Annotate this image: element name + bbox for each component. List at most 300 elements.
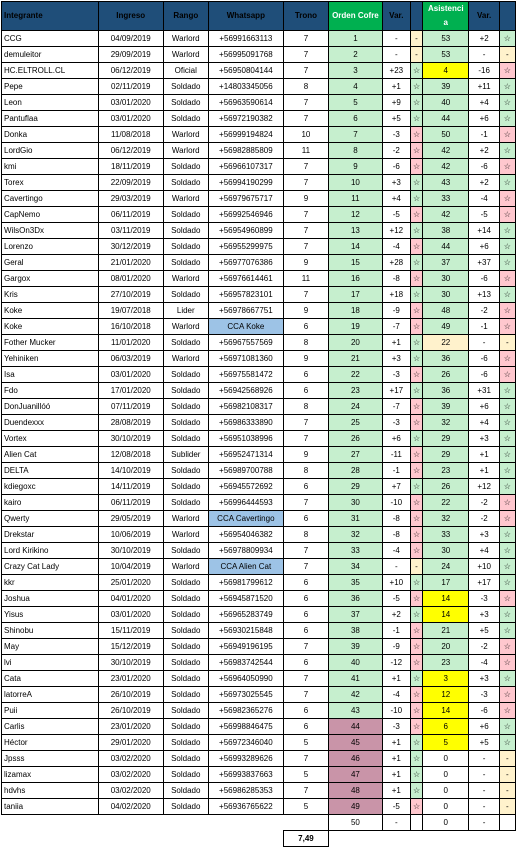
rank: Soldado <box>163 671 208 687</box>
member-name: hdvhs <box>2 783 99 799</box>
chest-order: 13 <box>329 223 383 239</box>
rank: Soldado <box>163 591 208 607</box>
order-variation-icon: ☆ <box>410 383 422 399</box>
attendance-variation: -5 <box>469 207 499 223</box>
chest-order: 21 <box>329 351 383 367</box>
whatsapp-number: +56949196195 <box>209 639 284 655</box>
chest-order: 32 <box>329 527 383 543</box>
chest-order: 3 <box>329 63 383 79</box>
table-row <box>2 655 516 671</box>
order-variation: -4 <box>382 543 410 559</box>
attendance-variation-icon: ☆ <box>499 271 515 287</box>
table-row <box>2 735 516 751</box>
attendance-variation: -6 <box>469 351 499 367</box>
rank: Soldado <box>163 287 208 303</box>
member-name: Vortex <box>2 431 99 447</box>
join-date: 29/01/2020 <box>98 735 163 751</box>
attendance-variation-icon: ☆ <box>499 367 515 383</box>
order-variation-icon: ☆ <box>410 127 422 143</box>
chest-order: 49 <box>329 799 383 815</box>
table-row <box>2 751 516 767</box>
throne-level: 5 <box>283 735 328 751</box>
rank: Soldado <box>163 639 208 655</box>
order-variation-icon: ☆ <box>410 591 422 607</box>
rank: Soldado <box>163 111 208 127</box>
order-variation: -10 <box>382 495 410 511</box>
table-row <box>2 671 516 687</box>
attendance-variation: -2 <box>469 639 499 655</box>
attendance-variation-icon: ☆ <box>499 655 515 671</box>
table-row <box>2 47 516 63</box>
table-row <box>2 639 516 655</box>
member-name: latorreA <box>2 687 99 703</box>
throne-level: 6 <box>283 367 328 383</box>
table-row <box>2 111 516 127</box>
attendance: 24 <box>423 559 469 575</box>
rank: Warlord <box>163 559 208 575</box>
order-variation: -2 <box>382 143 410 159</box>
table-row <box>2 479 516 495</box>
rank: Soldado <box>163 799 208 815</box>
order-variation: +4 <box>382 191 410 207</box>
attendance: 48 <box>423 303 469 319</box>
rank: Warlord <box>163 527 208 543</box>
rank: Oficial <box>163 63 208 79</box>
join-date: 04/02/2020 <box>98 799 163 815</box>
chest-order: 31 <box>329 511 383 527</box>
throne-level: 6 <box>283 511 328 527</box>
throne-level: 9 <box>283 351 328 367</box>
attendance-variation: +2 <box>469 143 499 159</box>
join-date: 18/11/2019 <box>98 159 163 175</box>
table-row <box>2 127 516 143</box>
chest-order: 9 <box>329 159 383 175</box>
chest-order: 12 <box>329 207 383 223</box>
rank: Soldado <box>163 495 208 511</box>
order-variation-icon: ☆ <box>410 399 422 415</box>
attendance-variation: +4 <box>469 543 499 559</box>
col-asistencia: Asistenci a <box>423 2 469 31</box>
attendance: 3 <box>423 671 469 687</box>
whatsapp-number: +56945871520 <box>209 591 284 607</box>
attendance-variation-icon: ☆ <box>499 127 515 143</box>
throne-level: 11 <box>283 143 328 159</box>
chest-order: 5 <box>329 95 383 111</box>
join-date: 03/11/2019 <box>98 223 163 239</box>
attendance: 42 <box>423 207 469 223</box>
throne-level: 11 <box>283 271 328 287</box>
attendance-variation-icon: ☆ <box>499 575 515 591</box>
throne-level: 7 <box>283 431 328 447</box>
chest-order: 27 <box>329 447 383 463</box>
table-body <box>2 31 516 815</box>
attendance-variation-icon: ☆ <box>499 719 515 735</box>
order-variation-icon: ☆ <box>410 527 422 543</box>
rank: Soldado <box>163 655 208 671</box>
whatsapp-number: +56993837663 <box>209 767 284 783</box>
member-name: taniia <box>2 799 99 815</box>
chest-order: 35 <box>329 575 383 591</box>
table-row <box>2 223 516 239</box>
join-date: 03/02/2020 <box>98 767 163 783</box>
order-variation: -3 <box>382 719 410 735</box>
chest-order: 8 <box>329 143 383 159</box>
col-var2-arrow <box>499 2 515 31</box>
whatsapp-number: +56995091768 <box>209 47 284 63</box>
rank: Warlord <box>163 271 208 287</box>
throne-level: 8 <box>283 527 328 543</box>
whatsapp-number: +56954960899 <box>209 223 284 239</box>
attendance: 0 <box>423 783 469 799</box>
chest-order: 4 <box>329 79 383 95</box>
attendance-variation-icon: ☆ <box>499 543 515 559</box>
whatsapp-number: +56989700788 <box>209 463 284 479</box>
attendance: 38 <box>423 223 469 239</box>
order-variation: +28 <box>382 255 410 271</box>
attendance-variation-icon: ☆ <box>499 671 515 687</box>
order-variation: -3 <box>382 415 410 431</box>
order-variation: +6 <box>382 431 410 447</box>
table-row <box>2 719 516 735</box>
join-date: 30/10/2019 <box>98 431 163 447</box>
whatsapp-number: +56952471314 <box>209 447 284 463</box>
attendance-variation: - <box>469 767 499 783</box>
order-variation-icon: ☆ <box>410 575 422 591</box>
attendance: 0 <box>423 751 469 767</box>
member-name: lvi <box>2 655 99 671</box>
attendance-variation-icon: ☆ <box>499 63 515 79</box>
attendance: 36 <box>423 383 469 399</box>
order-variation: +17 <box>382 383 410 399</box>
chest-order: 18 <box>329 303 383 319</box>
order-variation: -7 <box>382 319 410 335</box>
whatsapp-number: +56978809934 <box>209 543 284 559</box>
chest-order: 45 <box>329 735 383 751</box>
table-row <box>2 431 516 447</box>
chest-order: 1 <box>329 31 383 47</box>
order-variation: -7 <box>382 399 410 415</box>
chest-order: 26 <box>329 431 383 447</box>
chest-order: 41 <box>329 671 383 687</box>
attendance-variation-icon: ☆ <box>499 703 515 719</box>
attendance-variation-icon: ☆ <box>499 239 515 255</box>
member-name: Fother Mucker <box>2 335 99 351</box>
rank: Soldado <box>163 719 208 735</box>
attendance-variation: +6 <box>469 239 499 255</box>
header-row <box>2 2 516 31</box>
order-variation-icon: ☆ <box>410 287 422 303</box>
order-variation: +12 <box>382 223 410 239</box>
throne-level: 6 <box>283 479 328 495</box>
order-variation-icon: - <box>410 47 422 63</box>
order-variation: +1 <box>382 335 410 351</box>
attendance-variation-icon: ☆ <box>499 319 515 335</box>
order-variation: +3 <box>382 175 410 191</box>
throne-level: 7 <box>283 95 328 111</box>
attendance-variation: +4 <box>469 95 499 111</box>
attendance-variation: +6 <box>469 399 499 415</box>
throne-level: 7 <box>283 47 328 63</box>
member-name: Shinobu <box>2 623 99 639</box>
order-variation-icon: ☆ <box>410 367 422 383</box>
whatsapp-number: +56986285353 <box>209 783 284 799</box>
order-variation-icon: ☆ <box>410 175 422 191</box>
order-variation: -3 <box>382 127 410 143</box>
table-row <box>2 783 516 799</box>
whatsapp-number: +56965283749 <box>209 607 284 623</box>
member-name: Torex <box>2 175 99 191</box>
order-variation-icon: ☆ <box>410 799 422 815</box>
attendance: 21 <box>423 623 469 639</box>
order-variation: +5 <box>382 111 410 127</box>
member-name: DELTA <box>2 463 99 479</box>
member-name: LordGio <box>2 143 99 159</box>
chest-order: 43 <box>329 703 383 719</box>
member-name: Geral <box>2 255 99 271</box>
chest-order: 25 <box>329 415 383 431</box>
attendance: 30 <box>423 287 469 303</box>
order-variation-icon: ☆ <box>410 415 422 431</box>
order-variation: -3 <box>382 367 410 383</box>
attendance: 26 <box>423 367 469 383</box>
attendance: 4 <box>423 63 469 79</box>
attendance-variation-icon: ☆ <box>499 175 515 191</box>
throne-level: 7 <box>283 111 328 127</box>
attendance-variation: +5 <box>469 623 499 639</box>
attendance: 29 <box>423 447 469 463</box>
footer-row <box>2 815 516 831</box>
attendance-variation: -4 <box>469 191 499 207</box>
member-name: Qwerty <box>2 511 99 527</box>
order-variation: -1 <box>382 623 410 639</box>
order-variation: -8 <box>382 527 410 543</box>
chest-order: 15 <box>329 255 383 271</box>
order-variation: -6 <box>382 159 410 175</box>
rank: Soldado <box>163 431 208 447</box>
asist-extra: 0 <box>423 815 469 831</box>
attendance-variation-icon: - <box>499 783 515 799</box>
join-date: 27/10/2019 <box>98 287 163 303</box>
whatsapp-number: +56936765622 <box>209 799 284 815</box>
order-variation-icon: ☆ <box>410 239 422 255</box>
join-date: 23/01/2020 <box>98 671 163 687</box>
attendance-variation: -6 <box>469 703 499 719</box>
whatsapp-number: +56978667751 <box>209 303 284 319</box>
order-variation-icon: ☆ <box>410 159 422 175</box>
join-date: 04/01/2020 <box>98 591 163 607</box>
whatsapp-number: +56993289626 <box>209 751 284 767</box>
throne-level: 7 <box>283 495 328 511</box>
join-date: 30/12/2019 <box>98 239 163 255</box>
throne-level: 10 <box>283 127 328 143</box>
table-row <box>2 399 516 415</box>
rank: Warlord <box>163 319 208 335</box>
chest-order: 37 <box>329 607 383 623</box>
throne-level: 8 <box>283 335 328 351</box>
join-date: 14/11/2019 <box>98 479 163 495</box>
throne-level: 6 <box>283 719 328 735</box>
attendance-variation-icon: ☆ <box>499 415 515 431</box>
whatsapp-number: +14803345056 <box>209 79 284 95</box>
attendance-variation-icon: ☆ <box>499 431 515 447</box>
order-variation-icon: ☆ <box>410 95 422 111</box>
order-variation-icon: - <box>410 559 422 575</box>
attendance: 53 <box>423 47 469 63</box>
join-date: 21/01/2020 <box>98 255 163 271</box>
whatsapp-number: +56976614461 <box>209 271 284 287</box>
attendance: 32 <box>423 415 469 431</box>
attendance: 14 <box>423 591 469 607</box>
attendance: 14 <box>423 703 469 719</box>
attendance-variation: +17 <box>469 575 499 591</box>
member-name: Gargox <box>2 271 99 287</box>
orden-extra: 50 <box>329 815 383 831</box>
chest-order: 40 <box>329 655 383 671</box>
whatsapp-number: +56992546946 <box>209 207 284 223</box>
chest-order: 11 <box>329 191 383 207</box>
attendance: 39 <box>423 399 469 415</box>
attendance-variation-icon: ☆ <box>499 287 515 303</box>
attendance-variation-icon: ☆ <box>499 207 515 223</box>
whatsapp-number: +56981799612 <box>209 575 284 591</box>
whatsapp-number: +56951038996 <box>209 431 284 447</box>
col-integrante: Integrante <box>2 2 99 31</box>
attendance-variation: +31 <box>469 383 499 399</box>
rank: Soldado <box>163 463 208 479</box>
attendance-variation: +3 <box>469 607 499 623</box>
order-variation: -4 <box>382 687 410 703</box>
member-name: Donka <box>2 127 99 143</box>
order-variation-icon: ☆ <box>410 479 422 495</box>
table-row <box>2 575 516 591</box>
table-row <box>2 463 516 479</box>
rank: Soldado <box>163 383 208 399</box>
attendance: 30 <box>423 271 469 287</box>
throne-level: 8 <box>283 463 328 479</box>
table-row <box>2 623 516 639</box>
attendance-variation-icon: ☆ <box>499 159 515 175</box>
member-name: Leon <box>2 95 99 111</box>
order-variation-icon: ☆ <box>410 79 422 95</box>
attendance-variation: +12 <box>469 479 499 495</box>
var1-extra: - <box>382 815 410 831</box>
order-variation: +23 <box>382 63 410 79</box>
throne-level: 7 <box>283 671 328 687</box>
member-name: Yehiniken <box>2 351 99 367</box>
order-variation: -9 <box>382 303 410 319</box>
join-date: 10/06/2019 <box>98 527 163 543</box>
throne-level: 7 <box>283 239 328 255</box>
chest-order: 34 <box>329 559 383 575</box>
attendance-variation: +13 <box>469 287 499 303</box>
table-row <box>2 607 516 623</box>
order-variation-icon: ☆ <box>410 463 422 479</box>
table-row <box>2 271 516 287</box>
order-variation-icon: ☆ <box>410 543 422 559</box>
attendance-variation: +37 <box>469 255 499 271</box>
order-variation: +1 <box>382 735 410 751</box>
rank: Soldado <box>163 687 208 703</box>
whatsapp-number: +56999194824 <box>209 127 284 143</box>
order-variation: -9 <box>382 639 410 655</box>
attendance-variation-icon: ☆ <box>499 735 515 751</box>
attendance-variation-icon: ☆ <box>499 79 515 95</box>
whatsapp-number: +56973025545 <box>209 687 284 703</box>
attendance-variation-icon: ☆ <box>499 351 515 367</box>
chest-order: 28 <box>329 463 383 479</box>
member-name: Kris <box>2 287 99 303</box>
whatsapp-number: +56998846475 <box>209 719 284 735</box>
member-name: Héctor <box>2 735 99 751</box>
whatsapp-number: +56971081360 <box>209 351 284 367</box>
throne-level: 6 <box>283 607 328 623</box>
member-name: Crazy Cat Lady <box>2 559 99 575</box>
join-date: 15/12/2019 <box>98 639 163 655</box>
whatsapp-number: +56986333890 <box>209 415 284 431</box>
order-variation: +1 <box>382 671 410 687</box>
whatsapp-number: +56975581472 <box>209 367 284 383</box>
whatsapp-number: +56966107317 <box>209 159 284 175</box>
order-variation-icon: ☆ <box>410 431 422 447</box>
whatsapp-number: CCA Cavertingo <box>209 511 284 527</box>
throne-level: 7 <box>283 559 328 575</box>
table-row <box>2 143 516 159</box>
attendance: 33 <box>423 527 469 543</box>
rank: Soldado <box>163 223 208 239</box>
rank: Soldado <box>163 623 208 639</box>
attendance-variation-icon: ☆ <box>499 95 515 111</box>
order-variation-icon: ☆ <box>410 319 422 335</box>
table-row <box>2 351 516 367</box>
throne-level: 9 <box>283 447 328 463</box>
member-name: CapNemo <box>2 207 99 223</box>
order-variation-icon: ☆ <box>410 511 422 527</box>
chest-order: 20 <box>329 335 383 351</box>
throne-level: 7 <box>283 223 328 239</box>
col-var1-arrow <box>410 2 422 31</box>
rank: Soldado <box>163 79 208 95</box>
table-row <box>2 255 516 271</box>
rank: Warlord <box>163 143 208 159</box>
table-row <box>2 239 516 255</box>
roster-table <box>1 1 516 847</box>
join-date: 02/11/2019 <box>98 79 163 95</box>
attendance: 22 <box>423 495 469 511</box>
attendance-variation: +3 <box>469 671 499 687</box>
table-row <box>2 543 516 559</box>
attendance-variation-icon: ☆ <box>499 143 515 159</box>
table-row <box>2 495 516 511</box>
chest-order: 47 <box>329 767 383 783</box>
throne-level: 7 <box>283 543 328 559</box>
join-date: 17/01/2020 <box>98 383 163 399</box>
join-date: 23/01/2020 <box>98 719 163 735</box>
throne-level: 7 <box>283 175 328 191</box>
member-name: Lorenzo <box>2 239 99 255</box>
join-date: 03/02/2020 <box>98 751 163 767</box>
order-variation-icon: ☆ <box>410 767 422 783</box>
attendance: 0 <box>423 799 469 815</box>
order-variation-icon: ☆ <box>410 223 422 239</box>
order-variation-icon: ☆ <box>410 351 422 367</box>
col-whatsapp: Whatsapp <box>209 2 284 31</box>
attendance-variation: - <box>469 751 499 767</box>
chest-order: 46 <box>329 751 383 767</box>
order-variation: -1 <box>382 463 410 479</box>
attendance-variation: -16 <box>469 63 499 79</box>
attendance-variation: +3 <box>469 527 499 543</box>
attendance: 14 <box>423 607 469 623</box>
